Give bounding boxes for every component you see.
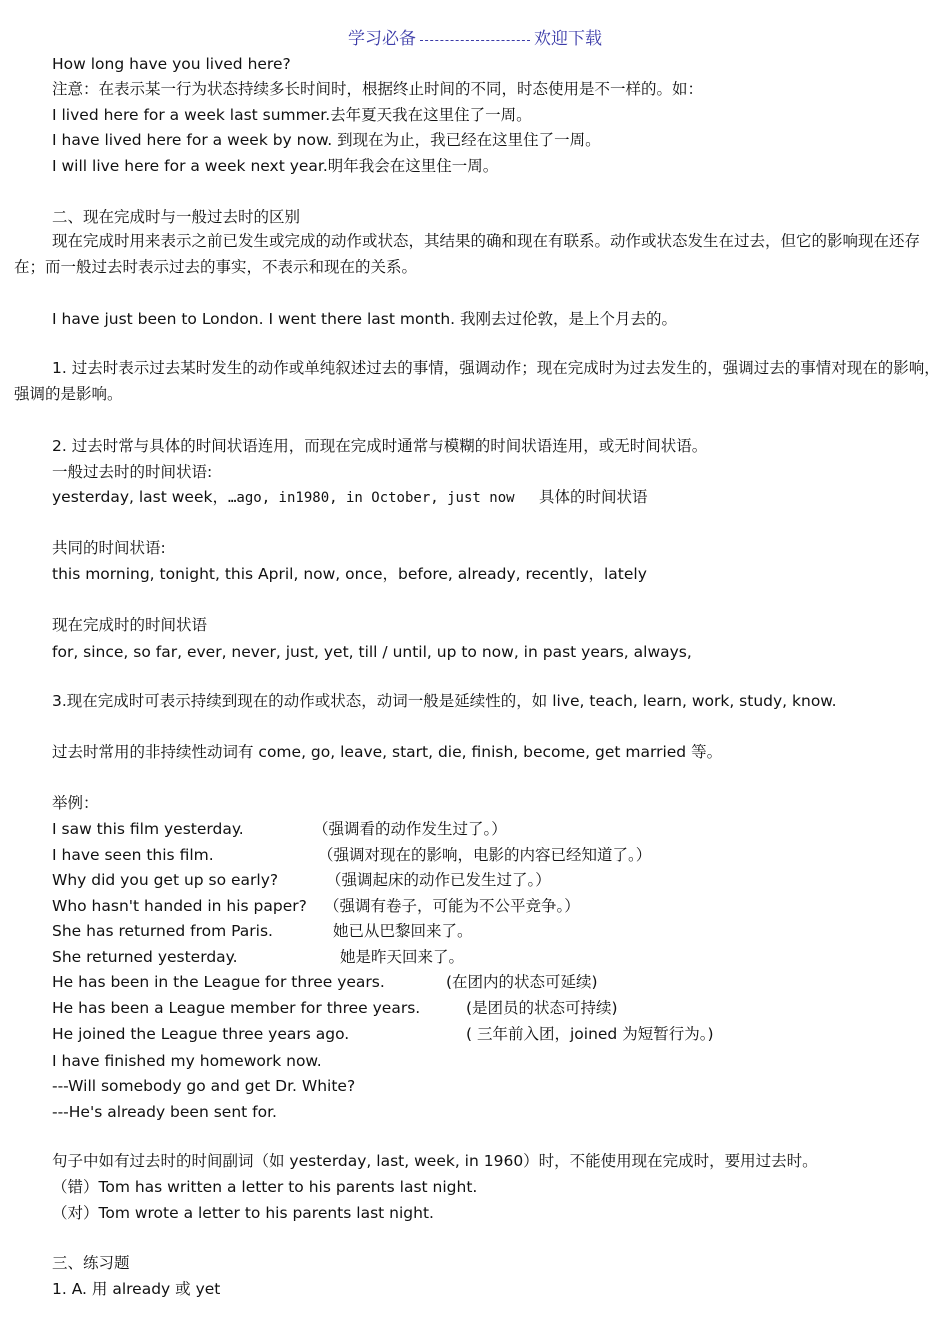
- example-english: Why did you get up so early?: [52, 871, 279, 889]
- header-right-text: 欢迎下载: [534, 29, 602, 49]
- header-underline: [420, 40, 530, 41]
- page-header: [0, 24, 950, 49]
- text-line: 一般过去时的时间状语:: [52, 463, 213, 481]
- example-english: She has returned from Paris.: [52, 922, 273, 940]
- text-line: 过去时常用的非持续性动词有 come, go, leave, start, die, finish, become, get married 等。: [52, 743, 723, 761]
- header-left-text: 学习必备: [348, 29, 416, 49]
- text-line: ---Will somebody go and get Dr. White?: [52, 1077, 356, 1095]
- text-line: How long have you lived here?: [52, 55, 291, 73]
- example-note: （强调看的动作发生过了。）: [313, 820, 507, 838]
- text-line: I have lived here for a week by now. 到现在为止，我已经在这里住了一周。: [52, 131, 601, 149]
- text-line: 1. A. 用 already 或 yet: [52, 1280, 221, 1298]
- text-line: for, since, so far, ever, never, just, yet, till / until, up to now, in past years, always,: [52, 643, 692, 661]
- text-line: 2. 过去时常与具体的时间状语连用，而现在完成时通常与模糊的时间状语连用，或无时间状语。: [52, 437, 708, 455]
- text-line: ---He's already been sent for.: [52, 1103, 277, 1121]
- text-line: 3.现在完成时可表示持续到现在的动作或状态，动词一般是延续性的，如 live, teach, learn, work, study, know.: [52, 692, 837, 710]
- example-note: 她已从巴黎回来了。: [333, 922, 473, 940]
- text-line: 共同的时间状语:: [52, 539, 166, 557]
- text-line: I lived here for a week last summer.去年夏天我在这里住了一周。: [52, 106, 532, 124]
- example-note: (在团内的状态可延续): [446, 973, 598, 991]
- example-english: Who hasn't handed in his paper?: [52, 897, 307, 915]
- example-english: He has been in the League for three years.: [52, 973, 385, 991]
- text-line: 举例：: [52, 794, 99, 812]
- text-line: I have just been to London. I went there last month. 我刚去过伦敦，是上个月去的。: [52, 310, 678, 328]
- section-heading: 二、现在完成时与一般过去时的区别: [52, 208, 301, 226]
- example-note: (是团员的状态可持续): [466, 999, 618, 1017]
- example-english: He joined the League three years ago.: [52, 1025, 350, 1043]
- text-line: （错）Tom has written a letter to his parents last night.: [52, 1178, 478, 1196]
- example-note: （强调对现在的影响，电影的内容已经知道了。）: [318, 846, 652, 864]
- text-line: this morning, tonight, this April, now, once，before, already, recently，lately: [52, 565, 647, 583]
- example-english: She returned yesterday.: [52, 948, 238, 966]
- section-heading: 三、练习题: [52, 1254, 130, 1272]
- text-line: 句子中如有过去时的时间副词（如 yesterday, last, week, in 1960）时，不能使用现在完成时，要用过去时。: [52, 1152, 818, 1170]
- text-fragment: yesterday, last week，: [52, 488, 228, 506]
- paragraph: 现在完成时用来表示之前已发生或完成的动作或状态，其结果的确和现在有联系。动作或状态发生在过去，但它的影响现在还存在；而一般过去时表示过去的事实，不表示和现在的关系。: [14, 232, 921, 276]
- text-line: I will live here for a week next year.明年我会在这里住一周。: [52, 157, 499, 175]
- text-line: [52, 487, 515, 508]
- text-line: （对）Tom wrote a letter to his parents last night.: [52, 1204, 434, 1222]
- text-line: 注意：在表示某一行为状态持续多长时间时，根据终止时间的不同，时态使用是不一样的。如：: [52, 80, 704, 98]
- example-note: ( 三年前入团，joined 为短暂行为。): [466, 1025, 714, 1043]
- text-line: I have finished my homework now.: [52, 1052, 322, 1070]
- text-line: 现在完成时的时间状语: [52, 616, 208, 634]
- example-english: I saw this film yesterday.: [52, 820, 244, 838]
- example-english: I have seen this film.: [52, 846, 214, 864]
- example-english: He has been a League member for three years.: [52, 999, 421, 1017]
- example-note: 她是昨天回来了。: [340, 948, 465, 966]
- text-fragment: 具体的时间状语: [539, 488, 648, 506]
- example-note: （强调起床的动作已发生过了。）: [326, 871, 551, 889]
- paragraph: 1. 过去时表示过去某时发生的动作或单纯叙述过去的事情，强调动作；现在完成时为过去发生的，强调过去的事情对现在的影响，强调的是影响。: [14, 359, 940, 403]
- text-fragment: …ago, in1980, in October, just now: [227, 490, 515, 506]
- example-note: （强调有卷子，可能为不公平竞争。）: [324, 897, 580, 915]
